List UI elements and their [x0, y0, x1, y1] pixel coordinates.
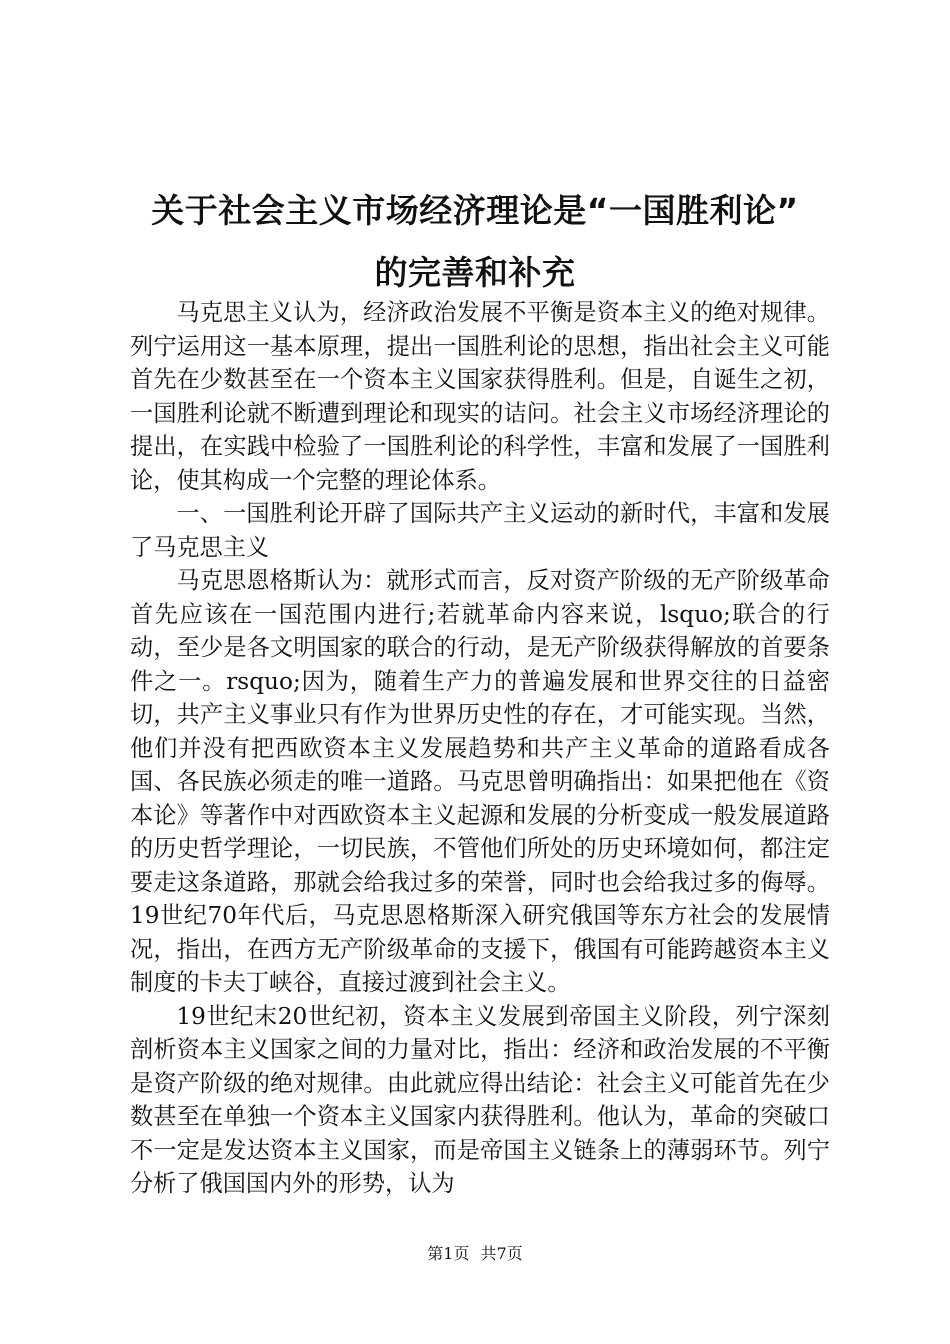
document-title — [100, 180, 850, 304]
page-number: 第1页 — [427, 1244, 470, 1263]
document-body — [130, 296, 830, 1201]
title-line-1: 关于社会主义市场经济理论是“一国胜利论” — [151, 191, 799, 230]
page-total: 共7页 — [480, 1244, 523, 1263]
paragraph: 19世纪末20世纪初，资本主义发展到帝国主义阶段，列宁深刻剖析资本主义国家之间的力量对比，指出：经济和政治发展的不平衡是资产阶级的绝对规律。由此就应得出结论：社会主义可能首先在少数甚至在单独一个资本主义国家内获得胜利。他认为，革命的突破口不一定是发达资本主义国家，而是帝国主义链条上的薄弱环节。列宁分析了俄国国内外的形势，认为 — [130, 1002, 830, 1197]
section-heading: 一、一国胜利论开辟了国际共产主义运动的新时代，丰富和发展了马克思主义 — [130, 500, 830, 561]
paragraph: 马克思恩格斯认为：就形式而言，反对资产阶级的无产阶级革命首先应该在一国范围内进行;若就革命内容来说，lsquo;联合的行动，至少是各文明国家的联合的行动，是无产阶级获得解放的首要条件之一。rsquo;因为，随着生产力的普遍发展和世界交往的日益密切，共产主义事业只有作为世界历史性的存在，才可能实现。当然，他们并没有把西欧资本主义发展趋势和共产主义革命的道路看成各国、各民族必须走的唯一道路。马克思曾明确指出：如果把他在《资本论》等著作中对西欧资本主义起源和发展的分析变成一般发展道路的历史哲学理论，一切民族，不管他们所处的历史环境如何，都注定要走这条道路，那就会给我过多的荣誉，同时也会给我过多的侮辱。19世纪70年代后，马克思恩格斯深入研究俄国等东方社会的发展情况，指出，在西方无产阶级革命的支援下，俄国有可能跨越资本主义制度的卡夫丁峡谷，直接过渡到社会主义。 — [130, 567, 830, 996]
page-footer — [0, 1244, 950, 1264]
title-line-2: 的完善和补充 — [374, 253, 576, 292]
paragraph: 马克思主义认为，经济政治发展不平衡是资本主义的绝对规律。列宁运用这一基本原理，提出一国胜利论的思想，指出社会主义可能首先在少数甚至在一个资本主义国家获得胜利。但是，自诞生之初，一国胜利论就不断遭到理论和现实的诘问。社会主义市场经济理论的提出，在实践中检验了一国胜利论的科学性，丰富和发展了一国胜利论，使其构成一个完整的理论体系。 — [130, 299, 830, 494]
